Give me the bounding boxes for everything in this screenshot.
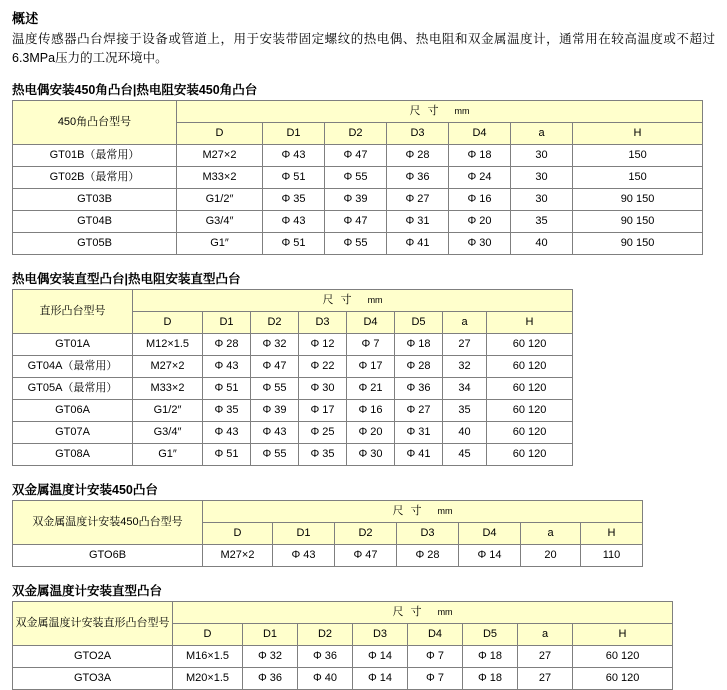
- col-header: H: [573, 123, 703, 145]
- cell: Φ 17: [299, 400, 347, 422]
- col-header: D4: [347, 312, 395, 334]
- col-header: a: [511, 123, 573, 145]
- cell: Φ 47: [325, 145, 387, 167]
- cell: Φ 24: [449, 167, 511, 189]
- dimension-header: 尺 寸 mm: [177, 101, 703, 123]
- table-row: [13, 668, 673, 690]
- cell: 60 120: [487, 356, 573, 378]
- cell: 35: [443, 400, 487, 422]
- cell: M12×1.5: [133, 334, 203, 356]
- cell: Φ 27: [395, 400, 443, 422]
- col-header: D: [177, 123, 263, 145]
- cell: Φ 31: [387, 211, 449, 233]
- cell: Φ 41: [387, 233, 449, 255]
- row-model: GT01B（最常用）: [13, 145, 177, 167]
- row-model: GTO2A: [13, 646, 173, 668]
- table-row: [13, 334, 573, 356]
- cell: Φ 47: [335, 545, 397, 567]
- col-header: a: [521, 523, 581, 545]
- spec-table-4: [12, 601, 673, 690]
- cell: Φ 41: [395, 444, 443, 466]
- cell: Φ 30: [299, 378, 347, 400]
- table-row: [13, 145, 703, 167]
- cell: Φ 35: [203, 400, 251, 422]
- col-header: D3: [353, 624, 408, 646]
- cell: Φ 12: [299, 334, 347, 356]
- spec-table-2: [12, 289, 573, 466]
- cell: Φ 36: [243, 668, 298, 690]
- cell: Φ 18: [449, 145, 511, 167]
- col-header: a: [518, 624, 573, 646]
- table-row: [13, 189, 703, 211]
- col-header: H: [573, 624, 673, 646]
- table-row: [13, 400, 573, 422]
- cell: G1/2″: [133, 400, 203, 422]
- cell: Φ 55: [325, 233, 387, 255]
- cell: Φ 7: [347, 334, 395, 356]
- table-row: [13, 422, 573, 444]
- cell: M27×2: [203, 545, 273, 567]
- cell: Φ 28: [395, 356, 443, 378]
- cell: M33×2: [133, 378, 203, 400]
- cell: M33×2: [177, 167, 263, 189]
- cell: Φ 39: [251, 400, 299, 422]
- table-caption-4: 双金属温度计安装直型凸台: [12, 584, 163, 598]
- spec-table-1: [12, 100, 703, 255]
- cell: 60 120: [487, 422, 573, 444]
- row-model: GT05B: [13, 233, 177, 255]
- page-title: 概述: [12, 11, 39, 26]
- cell: Φ 14: [459, 545, 521, 567]
- cell: 30: [511, 167, 573, 189]
- cell: Φ 25: [299, 422, 347, 444]
- cell: Φ 43: [263, 211, 325, 233]
- cell: Φ 14: [353, 668, 408, 690]
- cell: 35: [511, 211, 573, 233]
- table-name-header: 450角凸台型号: [13, 101, 177, 145]
- cell: Φ 39: [325, 189, 387, 211]
- cell: M27×2: [177, 145, 263, 167]
- table-caption-2: 热电偶安装直型凸台|热电阻安装直型凸台: [12, 272, 241, 286]
- cell: G1″: [177, 233, 263, 255]
- cell: Φ 18: [463, 646, 518, 668]
- cell: Φ 51: [203, 378, 251, 400]
- table-row: [13, 233, 703, 255]
- cell: Φ 51: [263, 233, 325, 255]
- cell: Φ 31: [395, 422, 443, 444]
- cell: M16×1.5: [173, 646, 243, 668]
- cell: 60 120: [487, 444, 573, 466]
- col-header: D1: [203, 312, 251, 334]
- cell: G3/4″: [133, 422, 203, 444]
- col-header: D: [173, 624, 243, 646]
- row-model: GT06A: [13, 400, 133, 422]
- cell: 40: [443, 422, 487, 444]
- cell: Φ 30: [449, 233, 511, 255]
- cell: 34: [443, 378, 487, 400]
- cell: M27×2: [133, 356, 203, 378]
- cell: Φ 35: [263, 189, 325, 211]
- cell: 20: [521, 545, 581, 567]
- col-header: D2: [335, 523, 397, 545]
- cell: Φ 20: [347, 422, 395, 444]
- cell: 150: [573, 167, 703, 189]
- row-model: GT04A（最常用）: [13, 356, 133, 378]
- cell: Φ 21: [347, 378, 395, 400]
- cell: Φ 47: [325, 211, 387, 233]
- cell: Φ 17: [347, 356, 395, 378]
- col-header: D1: [273, 523, 335, 545]
- cell: 90 150: [573, 233, 703, 255]
- col-header: D1: [243, 624, 298, 646]
- col-header: D5: [463, 624, 518, 646]
- table-name-header: 双金属温度计安装450凸台型号: [13, 501, 203, 545]
- cell: Φ 36: [387, 167, 449, 189]
- cell: Φ 47: [251, 356, 299, 378]
- row-model: GTO6B: [13, 545, 203, 567]
- cell: 90 150: [573, 189, 703, 211]
- cell: Φ 7: [408, 646, 463, 668]
- overview-text: 温度传感器凸台焊接于设备或管道上，用于安装带固定螺纹的热电偶、热电阻和双金属温度计，通常用在较高温度或不超过6.3MPa压力的工况环境中。: [12, 32, 715, 65]
- table-row: [13, 211, 703, 233]
- cell: Φ 20: [449, 211, 511, 233]
- cell: 30: [511, 145, 573, 167]
- col-header: D3: [299, 312, 347, 334]
- cell: Φ 55: [251, 378, 299, 400]
- col-header: D5: [395, 312, 443, 334]
- cell: 27: [518, 646, 573, 668]
- cell: Φ 28: [203, 334, 251, 356]
- col-header: H: [581, 523, 643, 545]
- col-header: D3: [387, 123, 449, 145]
- row-model: GT02B（最常用）: [13, 167, 177, 189]
- cell: Φ 43: [263, 145, 325, 167]
- cell: Φ 55: [325, 167, 387, 189]
- cell: G3/4″: [177, 211, 263, 233]
- cell: Φ 36: [298, 646, 353, 668]
- row-model: GT05A（最常用）: [13, 378, 133, 400]
- table-header-row: [13, 602, 673, 624]
- table-row: [13, 545, 643, 567]
- table-header-row: [13, 101, 703, 123]
- table-name-header: 双金属温度计安装直形凸台型号: [13, 602, 173, 646]
- cell: M20×1.5: [173, 668, 243, 690]
- table-caption-3: 双金属温度计安装450凸台: [12, 483, 158, 497]
- cell: Φ 7: [408, 668, 463, 690]
- cell: 90 150: [573, 211, 703, 233]
- cell: Φ 22: [299, 356, 347, 378]
- table-header-row: [13, 290, 573, 312]
- cell: Φ 30: [347, 444, 395, 466]
- col-header: D2: [325, 123, 387, 145]
- col-header: D2: [251, 312, 299, 334]
- cell: Φ 51: [263, 167, 325, 189]
- col-header: a: [443, 312, 487, 334]
- cell: G1/2″: [177, 189, 263, 211]
- col-header: D4: [449, 123, 511, 145]
- dimension-header: 尺 寸 mm: [173, 602, 673, 624]
- cell: Φ 35: [299, 444, 347, 466]
- cell: Φ 43: [251, 422, 299, 444]
- dimension-header: 尺 寸 mm: [203, 501, 643, 523]
- col-header: D3: [397, 523, 459, 545]
- cell: 30: [511, 189, 573, 211]
- row-model: GT01A: [13, 334, 133, 356]
- cell: 27: [443, 334, 487, 356]
- cell: Φ 18: [463, 668, 518, 690]
- spec-table-3: [12, 500, 643, 567]
- cell: Φ 55: [251, 444, 299, 466]
- cell: 27: [518, 668, 573, 690]
- table-name-header: 直形凸台型号: [13, 290, 133, 334]
- cell: 45: [443, 444, 487, 466]
- col-header: D4: [459, 523, 521, 545]
- row-model: GT03B: [13, 189, 177, 211]
- cell: 60 120: [573, 646, 673, 668]
- cell: Φ 28: [387, 145, 449, 167]
- cell: Φ 43: [203, 422, 251, 444]
- cell: G1″: [133, 444, 203, 466]
- table-row: [13, 356, 573, 378]
- cell: 32: [443, 356, 487, 378]
- row-model: GT07A: [13, 422, 133, 444]
- table-header-row: [13, 501, 643, 523]
- cell: Φ 18: [395, 334, 443, 356]
- cell: Φ 16: [347, 400, 395, 422]
- row-model: GT04B: [13, 211, 177, 233]
- table-row: [13, 646, 673, 668]
- col-header: D1: [263, 123, 325, 145]
- col-header: D4: [408, 624, 463, 646]
- table-caption-1: 热电偶安装450角凸台|热电阻安装450角凸台: [12, 83, 258, 97]
- table-row: [13, 167, 703, 189]
- col-header: H: [487, 312, 573, 334]
- cell: Φ 36: [395, 378, 443, 400]
- cell: Φ 28: [397, 545, 459, 567]
- cell: Φ 51: [203, 444, 251, 466]
- table-row: [13, 378, 573, 400]
- cell: Φ 14: [353, 646, 408, 668]
- row-model: GTO3A: [13, 668, 173, 690]
- cell: Φ 32: [243, 646, 298, 668]
- cell: Φ 40: [298, 668, 353, 690]
- cell: Φ 43: [203, 356, 251, 378]
- cell: Φ 27: [387, 189, 449, 211]
- cell: 150: [573, 145, 703, 167]
- cell: Φ 32: [251, 334, 299, 356]
- cell: Φ 43: [273, 545, 335, 567]
- table-row: [13, 444, 573, 466]
- col-header: D: [133, 312, 203, 334]
- col-header: D2: [298, 624, 353, 646]
- row-model: GT08A: [13, 444, 133, 466]
- cell: 60 120: [487, 334, 573, 356]
- cell: 60 120: [573, 668, 673, 690]
- cell: 40: [511, 233, 573, 255]
- cell: 110: [581, 545, 643, 567]
- cell: Φ 16: [449, 189, 511, 211]
- col-header: D: [203, 523, 273, 545]
- cell: 60 120: [487, 378, 573, 400]
- cell: 60 120: [487, 400, 573, 422]
- dimension-header: 尺 寸 mm: [133, 290, 573, 312]
